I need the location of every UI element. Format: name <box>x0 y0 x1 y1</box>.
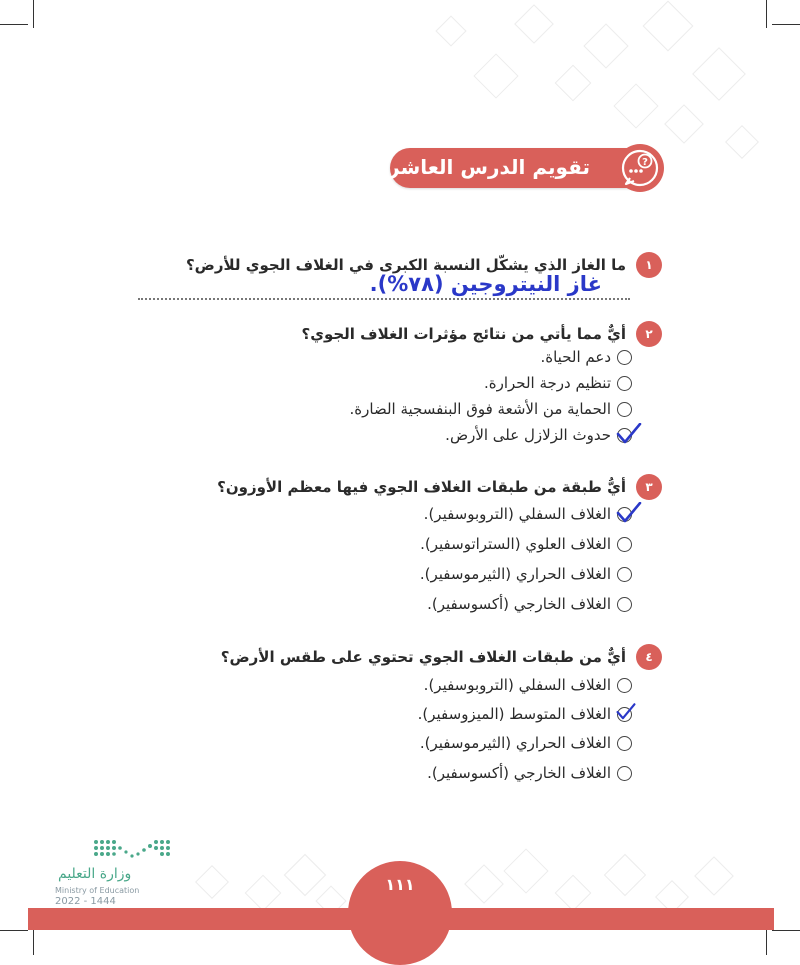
option[interactable] <box>484 374 632 392</box>
option-label: الغلاف المتوسط (الميزوسفير). <box>417 705 611 723</box>
question-text: ما الغاز الذي يشكّل النسبة الكبرى في الغلاف الجوي للأرض؟ <box>185 256 626 274</box>
option-label: الغلاف العلوي (الستراتوسفير). <box>420 535 611 553</box>
option[interactable] <box>445 426 632 444</box>
option[interactable] <box>420 734 632 752</box>
option-label: دعم الحياة. <box>540 348 611 366</box>
radio-circle-icon[interactable] <box>617 350 632 365</box>
option[interactable] <box>427 595 632 613</box>
footer-bar <box>28 908 774 930</box>
crop-mark <box>766 928 767 955</box>
option[interactable] <box>540 348 632 366</box>
question-bubble-icon <box>616 144 664 192</box>
checkmark-icon <box>616 423 642 445</box>
lesson-header <box>390 148 660 188</box>
question-4 <box>221 644 662 670</box>
option-label: الغلاف الحراري (الثيرموسفير). <box>419 565 611 583</box>
crop-mark <box>772 930 800 931</box>
question-text: أيُّ طبقة من طبقات الغلاف الجوي فيها معظم الأوزون؟ <box>217 478 626 496</box>
option[interactable] <box>424 676 632 694</box>
question-number-badge: ٤ <box>636 644 662 670</box>
option[interactable] <box>424 505 632 523</box>
question-number-badge: ١ <box>636 252 662 278</box>
radio-circle-icon[interactable] <box>617 402 632 417</box>
checkmark-icon <box>616 502 642 524</box>
question-3 <box>217 474 662 500</box>
radio-circle-icon[interactable] <box>617 567 632 582</box>
option-label: الغلاف السفلي (التروبوسفير). <box>423 505 611 523</box>
answer-line <box>138 298 630 300</box>
option[interactable] <box>418 705 632 723</box>
crop-mark <box>33 928 34 955</box>
ministry-logo-dots-icon <box>92 838 172 864</box>
question-number-badge: ٣ <box>636 474 662 500</box>
checkmark-icon <box>616 702 636 722</box>
radio-circle-icon[interactable] <box>617 376 632 391</box>
option[interactable] <box>420 565 632 583</box>
edition-year: 2022 - 1444 <box>55 896 116 907</box>
crop-mark <box>766 0 767 28</box>
question-number-badge: ٢ <box>636 321 662 347</box>
option-label: الحماية من الأشعة فوق البنفسجية الضارة. <box>349 400 611 418</box>
option-label: حدوث الزلازل على الأرض. <box>445 426 611 444</box>
question-2 <box>302 321 662 347</box>
crop-mark <box>0 930 28 931</box>
question-text: أيٌّ مما يأتي من نتائج مؤثرات الغلاف الجوي؟ <box>301 325 626 343</box>
option-label: تنظيم درجة الحرارة. <box>483 374 611 392</box>
radio-circle-icon[interactable] <box>617 736 632 751</box>
radio-circle-icon[interactable] <box>617 766 632 781</box>
option-label: الغلاف الخارجي (أكسوسفير). <box>427 764 611 782</box>
option[interactable] <box>350 400 633 418</box>
question-text: أيٌّ من طبقات الغلاف الجوي تحتوي على طقس الأرض؟ <box>220 648 626 666</box>
radio-circle-icon[interactable] <box>617 537 632 552</box>
option[interactable] <box>427 764 632 782</box>
crop-mark <box>33 0 34 28</box>
option-label: الغلاف السفلي (التروبوسفير). <box>423 676 611 694</box>
crop-mark <box>772 24 800 25</box>
radio-circle-icon[interactable] <box>617 428 632 443</box>
ministry-name-ar: وزارة التعليم <box>58 866 132 882</box>
radio-circle-icon[interactable] <box>617 707 632 722</box>
radio-circle-icon[interactable] <box>617 678 632 693</box>
option[interactable] <box>420 535 632 553</box>
option-label: الغلاف الخارجي (أكسوسفير). <box>427 595 611 613</box>
option-label: الغلاف الحراري (الثيرموسفير). <box>419 734 611 752</box>
page-number: ١١١ <box>385 875 415 894</box>
handwritten-answer: غاز النيتروجين (٧٨%). <box>369 272 602 296</box>
crop-mark <box>0 24 28 25</box>
svg-text:?: ? <box>642 157 648 168</box>
radio-circle-icon[interactable] <box>617 507 632 522</box>
ministry-name-en: Ministry of Education <box>55 886 140 895</box>
radio-circle-icon[interactable] <box>617 597 632 612</box>
lesson-title: تقويم الدرس العاشر <box>388 155 590 179</box>
